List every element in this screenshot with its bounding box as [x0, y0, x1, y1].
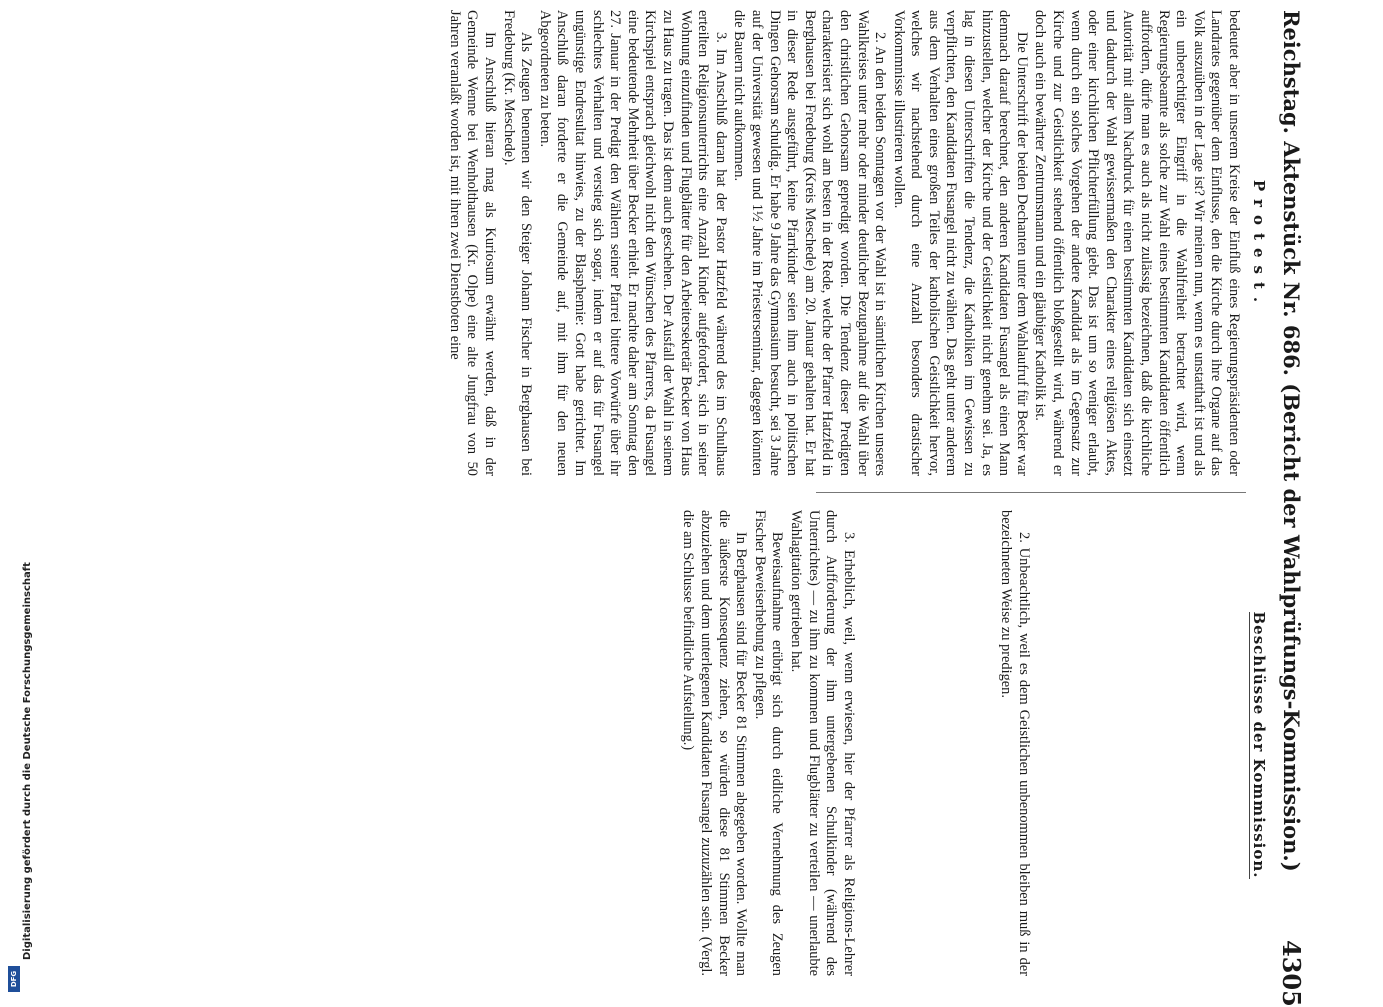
resolution-paragraph: In Berghausen sind für Becker 81 Stimmen abgegeben worden. Wollte man die äußerste Konsequenz ziehen, so würden diese 81 Stimmen Becker abzuziehen und dem unterlegenen Kandidaten Fusangel zuzuzählen sein. (Vergl. die am Schlusse befindliche Aufstellung.) — [680, 510, 750, 976]
page-number: 4305 — [1277, 940, 1306, 1007]
protest-paragraph: Die Unterschrift der beiden Dechanten unter dem Wahlaufruf für Becker war demnach darauf berechnet, den anderen Kandidaten Fusangel als einen Mann hinzustellen, welcher der Kirche und der Geistlichkeit nicht genehm sei. Ja, es lag in diesen Unterschriften die Tendenz, die Katholiken im Gewissen zu verpflichten, den Kandidaten Fusangel nicht zu wählen. Das geht unter anderem aus dem Verhalten eines großen Teiles der katholischen Geistlichkeit hervor, welches wir nachstehend durch eine Anzahl besonders drastischer Vorkommnisse illustrieren wollen. — [890, 10, 1030, 476]
resolution-paragraph: Beweisaufnahme erübrigt sich durch eidliche Vernehmung des Zeugen Fischer Beweiserhebung zu pflegen. — [751, 510, 786, 976]
document-page — [20, 10, 1310, 1007]
protest-paragraph: bedeutet aber in unserem Kreise der Einfluß eines Regierungspräsidenten oder Landrates gegenüber dem Einflusse, den die Kirche durch ihre Organe auf das Volk auszuüben in der Lage ist? Wir meinen nun, wenn es unstatthaft ist und als ein unberechtigter Eingriff in die Wahlfreiheit betrachtet wird, wenn Regierungsbeamte als solche zur Wahl eines bestimmten Kandidaten öffentlich auffordern, dürfe man es auch als nicht zulässig bezeichnen, daß die kirchliche Autorität mit allem Nachdruck für einen bestimmten Kandidaten sich einsetzt und dadurch der Wahl gewissermaßen den Charakter eines religiösen Aktes, oder einer kirchlichen Pflichterfüllung giebt. Das ist um so weniger erlaubt, wenn durch ein solches Vorgehen der andere Kandidat als im Gegensatz zur Kirche und zur Geistlichkeit stehend öffentlich bloßgestellt wird, während er doch auch ein bewährter Zentrumsmann und ein gläubiger Katholik ist. — [1032, 10, 1242, 476]
resolution-paragraph: 3. Erheblich, weil, wenn erwiesen, hier der Pfarrer als Religions-Lehrer durch Aufforderung der ihm untergebenen Schulkinder (während des Unterrichtes) — zu ihm zu kommen und Flugblätter zu verteilen — unerlaubte Wahlagitation getrieben hat. — [788, 510, 857, 976]
page-header — [1262, 10, 1310, 1007]
protest-paragraph: 3. Im Anschluß daran hat der Pastor Hatzfeld während des im Schulhaus erteilten Religionsunterrichts eine Anzahl Kinder aufgefordert, sich in seiner Wohnung einzufinden und Flugblätter für den Arbeitersekretär Becker von Haus zu Haus zu tragen. Das ist denn auch geschehen. Der Ausfall der Wahl in seinem Kirchspiel entsprach gleichwohl nicht den Wünschen des Pfarrers, da Fusangel eine bedeutende Mehrheit über Becker erhielt. Er machte daher am Sonntag den 27. Januar in der Predigt den Wählern seiner Pfarrei bittere Vorwürfe über ihr schlechtes Verhalten und verstieg sich sogar, indem er auf das für Fusangel ungünstige Endresultat hinwies, zu der Blasphemie: Gott habe gerichtet. Im Anschluß daran forderte er die Gemeinde auf, mit ihm für den neuen Abgeordneten zu beten. — [536, 10, 729, 476]
header-title: Reichstag. Aktenstück Nr. 686. (Bericht der Wahlprüfungs-Kommission.) — [1279, 10, 1304, 872]
protest-paragraph: Als Zeugen benennen wir den Steiger Johann Fischer in Berghausen bei Fredeburg (Kr. Meschede). — [500, 10, 535, 476]
protest-heading: Protest. — [1250, 179, 1268, 311]
protest-column — [444, 10, 1242, 476]
resolutions-column — [678, 510, 1242, 976]
column-divider — [816, 492, 1246, 493]
protest-paragraph: Im Anschluß hieran mag als Kuriosum erwähnt werden, daß in der Gemeinde Wenne bei Wenholthausen (Kr. Olpe) eine alte Jungfrau von 50 Jahren veranlaßt worden ist, mit ihren zwei Dienstboten eine — [446, 10, 499, 476]
protest-paragraph: 2. An den beiden Sonntagen vor der Wahl ist in sämtlichen Kirchen unseres Wahlkreises unter mehr oder minder deutlicher Bezugnahme auf die Wahl über den christlichen Gehorsam gepredigt worden. Die Tendenz dieser Predigten charakterisiert sich wohl am besten in der Rede, welche der Pfarrer Hatzfeld in Berghausen bei Fredeburg (Kreis Meschede) am 20. Januar gehalten hat. Er hat in dieser Rede ausgeführt, keine Pfarrkinder seien ihm auch in politischen Dingen Gehorsam schuldig. Er habe 9 Jahre das Gymnasium besucht, sei 3 Jahre auf der Universität gewesen und 1½ Jahre im Priesterseminar, dagegen könnten die Bauern nicht aufkommen. — [731, 10, 889, 476]
digitization-credit: Digitalisierung gefördert durch die Deutsche Forschungsgemeinschaft — [22, 562, 33, 960]
resolutions-heading: Beschlüsse der Kommission. — [1250, 611, 1268, 879]
dfg-logo-icon: DFG — [8, 966, 20, 992]
resolution-paragraph: 2. Unbeachtlich, weil es dem Geistlichen unbenommen bleiben muß in der bezeichneten Weise zu predigen. — [998, 510, 1032, 976]
